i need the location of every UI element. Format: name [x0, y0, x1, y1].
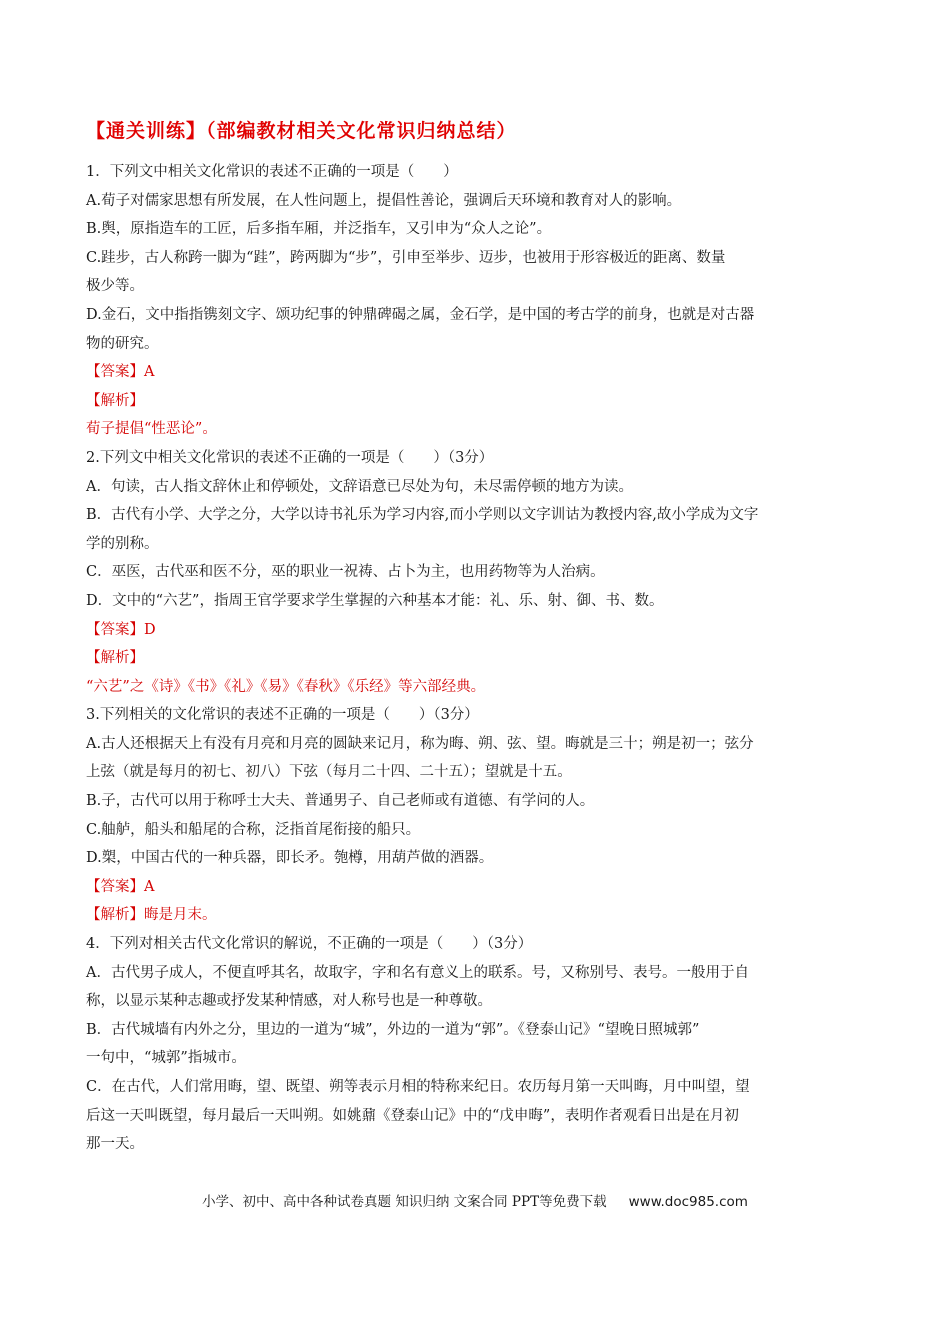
question-1-stem: 1．下列文中相关文化常识的表述不正确的一项是（ ） [86, 164, 458, 180]
question-1-option-c: C.跬步，古人称跨一脚为“跬”，跨两脚为“步”，引申至举步、迈步，也被用于形容极近的距离、数量 [86, 249, 726, 266]
question-3-option-c: C.舳舻，船头和船尾的合称，泛指首尾衔接的船只。 [86, 821, 421, 838]
question-3-analysis [86, 901, 868, 930]
question-3-stem: 3.下列相关的文化常识的表述不正确的一项是（ ）（3分） [86, 707, 479, 724]
question-2-answer [86, 616, 868, 645]
question-4-option-c-cont: 后这一天叫既望，每月最后一天叫朔。如姚鼐《登泰山记》中的“戊申晦”，表明作者观看日出是在月初 [86, 1107, 739, 1124]
question-1-analysis: 荀子提倡“性恶论”。 [86, 421, 217, 438]
question-4-option-a: A．古代男子成人，不便直呼其名，故取字，字和名有意义上的联系。号，又称别号、表号。一般用于自 [86, 964, 749, 981]
page-title: 【通关训练】（部编教材相关文化常识归纳总结） [86, 120, 517, 142]
question-1-option-b: B.舆，原指造车的工匠，后多指车厢，并泛指车，又引申为“众人之论”。 [86, 221, 552, 238]
question-2-option-a: A．句读，古人指文辞休止和停顿处，文辞语意已尽处为句，未尽需停顿的地方为读。 [86, 478, 633, 495]
question-1-analysis-label: 【解析】 [86, 392, 144, 409]
question-3-answer [86, 873, 868, 902]
answer-value: A [144, 878, 155, 895]
question-4-option-b: B．古代城墙有内外之分，里边的一道为“城”，外边的一道为“郭”。《登泰山记》“望晚日照城郭” [86, 1021, 700, 1038]
footer-site-link[interactable]: www.doc985.com [628, 1194, 748, 1210]
question-4-option-b-cont: 一句中，“城郭”指城市。 [86, 1050, 246, 1067]
answer-value: D [144, 621, 156, 638]
question-2-analysis-label: 【解析】 [86, 650, 144, 667]
question-4-option-c: C．在古代，人们常用晦，望、既望、朔等表示月相的特称来纪日。农历每月第一天叫晦，月中叫望，望 [86, 1079, 750, 1095]
answer-label: 【答案】 [86, 364, 144, 381]
question-2-option-b-cont: 学的别称。 [86, 535, 159, 552]
question-4-stem: 4．下列对相关古代文化常识的解说，不正确的一项是（ ）（3分） [86, 936, 533, 953]
question-4-option-c-cont-2: 那一天。 [86, 1136, 144, 1153]
page-footer [0, 1190, 950, 1210]
question-4-option-a-cont: 称，以显示某种志趣或抒发某种情感，对人称号也是一种尊敬。 [86, 993, 492, 1010]
question-2-option-d: D．文中的“六艺”，指周王官学要求学生掌握的六种基本才能：礼、乐、射、御、书、数。 [86, 592, 664, 609]
question-1-answer [86, 358, 868, 387]
question-3-option-a: A.古人还根据天上有没有月亮和月亮的圆缺来记月，称为晦、朔、弦、望。晦就是三十；朔是初一；弦分 [86, 735, 754, 752]
question-3-option-b: B.子，古代可以用于称呼士大夫、普通男子、自己老师或有道德、有学问的人。 [86, 793, 595, 810]
question-2-stem: 2.下列文中相关文化常识的表述不正确的一项是（ ）（3分） [86, 449, 494, 466]
question-1-option-d-cont: 物的研究。 [86, 335, 159, 352]
answer-value: A [144, 364, 155, 381]
answer-label: 【答案】 [86, 621, 144, 638]
question-2-option-b: B．古代有小学、大学之分，大学以诗书礼乐为学习内容,而小学则以文字训诂为教授内容,故小学成为文字 [86, 507, 759, 524]
question-1-option-a: A.荀子对儒家思想有所发展，在人性问题上，提倡性善论，强调后天环境和教育对人的影响。 [86, 192, 682, 209]
question-3-option-a-cont: 上弦（就是每月的初七、初八）下弦（每月二十四、二十五）；望就是十五。 [86, 764, 572, 781]
analysis-text: 晦是月末。 [144, 907, 217, 924]
document-body [86, 158, 868, 1159]
question-1-option-d: D.金石，文中指指镌刻文字、颂功纪事的钟鼎碑碣之属，金石学，是中国的考古学的前身，也就是对古器 [86, 306, 755, 323]
question-1-option-c-cont: 极少等。 [86, 278, 144, 295]
analysis-label: 【解析】 [86, 907, 144, 924]
question-2-option-c: C．巫医，古代巫和医不分，巫的职业一祝祷、占卜为主，也用药物等为人治病。 [86, 564, 605, 581]
question-2-analysis: “六艺”之《诗》《书》《礼》《易》《春秋》《乐经》等六部经典。 [86, 678, 486, 695]
question-3-option-d: D.槊，中国古代的一种兵器，即长矛。匏樽，用葫芦做的酒器。 [86, 850, 494, 867]
footer-text: 小学、初中、高中各种试卷真题 知识归纳 文案合同 PPT等免费下载 [202, 1194, 607, 1210]
answer-label: 【答案】 [86, 878, 144, 895]
